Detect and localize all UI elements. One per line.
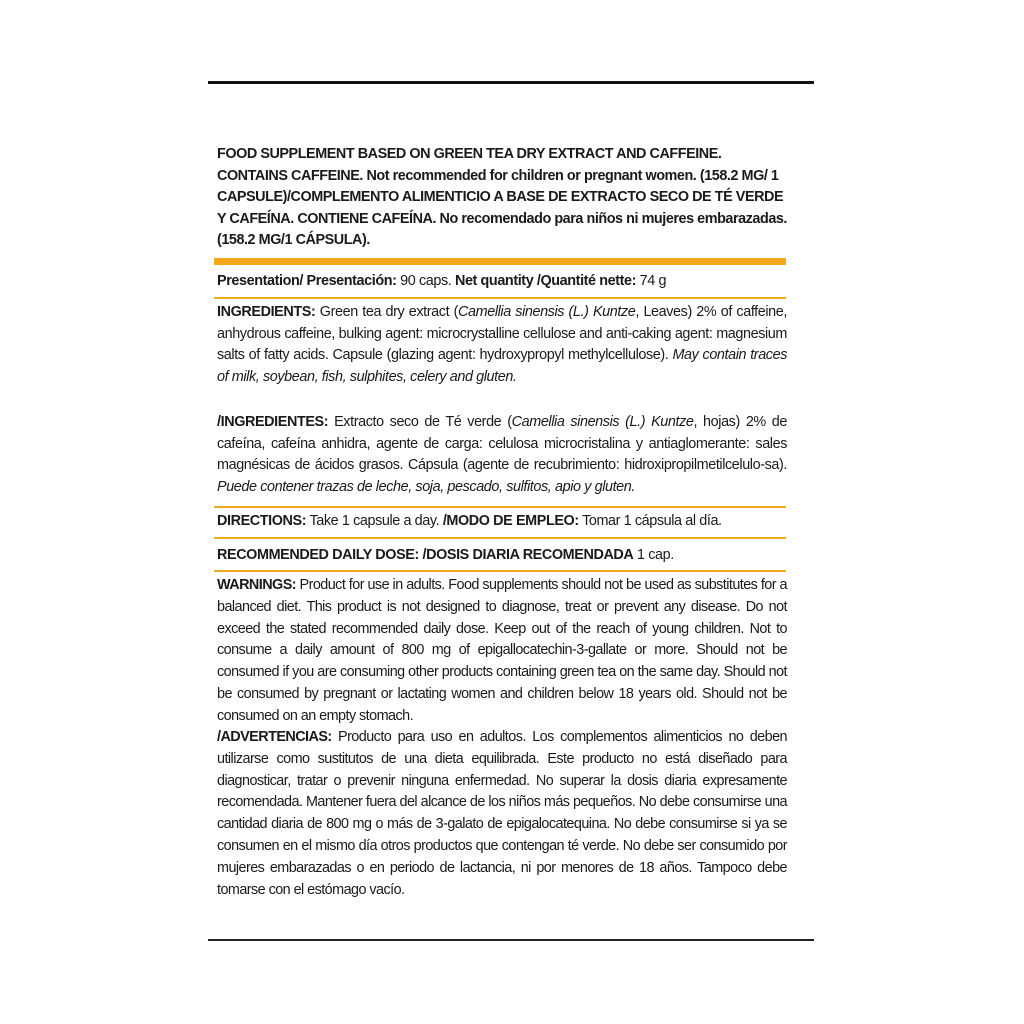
ingredients-text: Green tea dry extract ( — [315, 304, 459, 320]
species-name: Camellia sinensis (L.) Kuntze — [458, 304, 636, 320]
ingredientes-label: /INGREDIENTES: — [217, 414, 329, 430]
top-divider — [208, 81, 814, 84]
advertencias-section — [217, 727, 787, 901]
separator-bar — [214, 537, 786, 539]
presentation-value: 90 caps. — [396, 273, 455, 289]
warnings-text: Product for use in adults. Food supplements should not be used as substitutes for a balanced diet. This product is not designed to diagnose, treat or prevent any disease. Do not exceed the stated recommended daily dose. Keep out of the reach of young children. Not to consume a daily amount of 800 mg of epigallocatechin-3-gallate or more. Should not be consumed if you are consuming other products containing green tea on the same day. Should not be consumed by pregnant or lactating women and children below 18 years old. Should not be consumed on an empty stomach. — [217, 577, 787, 724]
directions-section — [217, 511, 787, 531]
separator-bar — [214, 258, 786, 265]
ingredients-text: , Leaves) 2% of caffeine, anhydrous caffeine, bulking agent: microcrystalline cellulose and anti-caking agent: magnesium salts of fatty acids. Capsule (glazing agent: hydroxypropyl methylcellulose). — [217, 304, 787, 364]
ingredientes-text: , hojas) 2% de cafeína, cafeína anhidra, agente de carga: celulosa microcristalina y antiaglomerante: sales magnésicas de ácidos grasos. Cápsula (agente de recubrimiento: hidroxipropilmetilcelulo-sa). — [217, 414, 787, 474]
ingredients-en-section — [217, 302, 787, 388]
bottom-divider — [208, 939, 814, 941]
advertencias-text: Producto para uso en adultos. Los complementos alimenticios no deben utilizarse como sustitutos de una dieta equilibrada. Este producto no está diseñado para diagnosticar, tratar o prevenir ninguna enfermedad. No superar la dosis diaria expresamente recomendada. Mantener fuera del alcance de los niños más pequeños. No debe consumirse una cantidad diaria de 800 mg o más de 3-galato de epigalocatequina. No debe consumirse si ya se consumen en el mismo día otros productos que contengan té verde. No debe ser consumido por mujeres embarazadas o en periodo de lactancia, ni por menores de 18 años. Tampoco debe tomarse con el estómago vacío. — [217, 729, 787, 898]
daily-dose-value: 1 cap. — [633, 547, 674, 563]
ingredients-label: INGREDIENTS: — [217, 304, 316, 320]
net-quantity-value: 74 g — [636, 273, 667, 289]
directions-label: DIRECTIONS: — [217, 513, 307, 529]
allergen-note: Puede contener trazas de leche, soja, pescado, sulfitos, apio y gluten. — [217, 478, 635, 495]
ingredientes-text: Extracto seco de Té verde ( — [328, 414, 512, 430]
daily-dose-label: RECOMMENDED DAILY DOSE: /DOSIS DIARIA RECOMENDADA — [217, 547, 634, 563]
warnings-label: WARNINGS: — [217, 577, 296, 593]
separator-bar — [214, 570, 786, 572]
daily-dose-section — [217, 545, 787, 565]
net-quantity-label: Net quantity /Quantité nette: — [454, 273, 637, 289]
warnings-section — [217, 575, 787, 728]
separator-bar — [214, 506, 786, 508]
presentation-label: Presentation/ Presentación: — [217, 273, 397, 289]
modo-empleo-text: Tomar 1 cápsula al día. — [578, 513, 722, 529]
allergen-note: May contain traces of milk, soybean, fish, sulphites, celery and gluten. — [217, 347, 787, 385]
presentation-section — [217, 271, 787, 291]
separator-bar — [214, 297, 786, 299]
ingredients-es-section — [217, 412, 787, 498]
advertencias-label: /ADVERTENCIAS: — [217, 729, 332, 745]
product-heading: FOOD SUPPLEMENT BASED ON GREEN TEA DRY EXTRACT AND CAFFEINE. CONTAINS CAFFEINE. Not recommended for children or pregnant women. (158.2 MG/ 1 CAPSULE)/COMPLEMENTO ALIMENTICIO A BASE DE EXTRACTO SECO DE TÉ VERDE Y CAFEÍNA. CONTIENE CAFEÍNA. No recomendado para niños ni mujeres embarazadas. (158.2 MG/1 CÁPSULA). — [217, 146, 787, 248]
directions-text: Take 1 capsule a day. — [306, 513, 443, 529]
modo-empleo-label: /MODO DE EMPLEO: — [442, 513, 579, 529]
species-name: Camellia sinensis (L.) Kuntze — [511, 414, 694, 430]
